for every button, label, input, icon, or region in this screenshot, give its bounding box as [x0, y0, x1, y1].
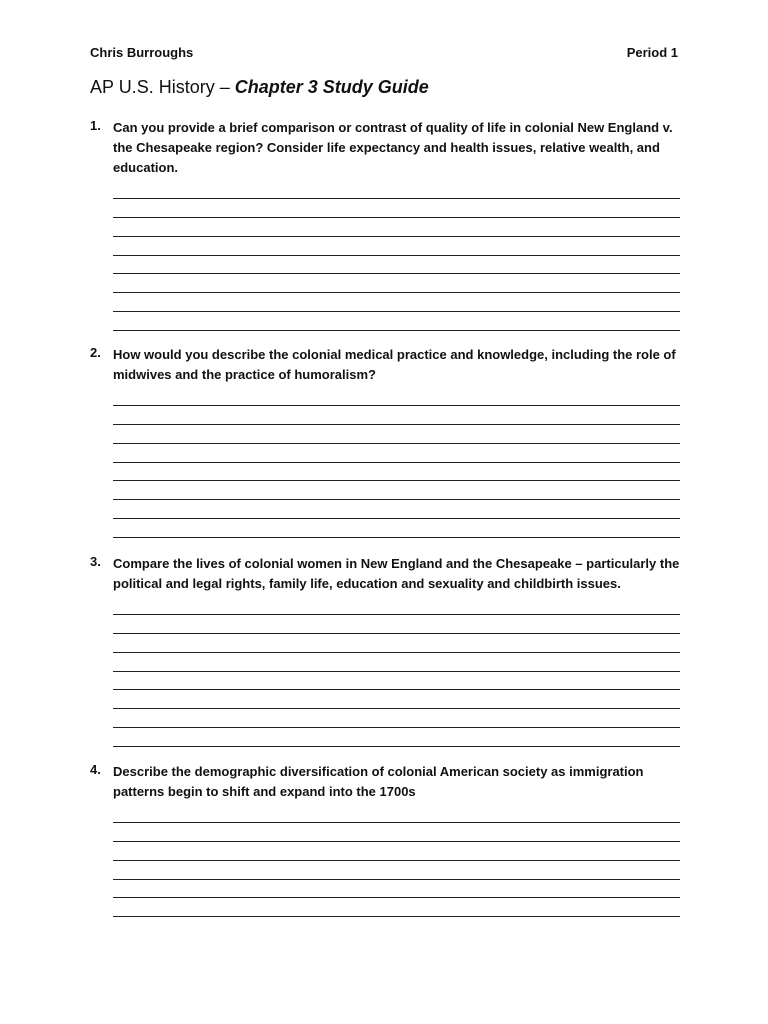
answer-line[interactable]	[113, 256, 680, 275]
answer-line[interactable]	[113, 237, 680, 256]
answer-line[interactable]	[113, 898, 680, 917]
answer-line[interactable]	[113, 804, 680, 823]
answer-lines[interactable]	[113, 804, 680, 917]
answer-line[interactable]	[113, 406, 680, 425]
question-text: Compare the lives of colonial women in New England and the Chesapeake – particularly the political and legal rights, family life, education and sexuality and childbirth issues.	[113, 556, 680, 591]
answer-line[interactable]	[113, 615, 680, 634]
answer-line[interactable]	[113, 861, 680, 880]
question-text: Can you provide a brief comparison or contrast of quality of life in colonial New England v. the Chesapeake region? Consider life expectancy and health issues, relative wealth, and education.	[113, 120, 673, 175]
answer-line[interactable]	[113, 444, 680, 463]
answer-line[interactable]	[113, 387, 680, 406]
answer-line[interactable]	[113, 519, 680, 538]
answer-line[interactable]	[113, 634, 680, 653]
answer-line[interactable]	[113, 218, 680, 237]
answer-line[interactable]	[113, 728, 680, 747]
question-number: 4.	[90, 762, 101, 777]
answer-line[interactable]	[113, 500, 680, 519]
question-number: 1.	[90, 118, 101, 133]
question-text: How would you describe the colonial medical practice and knowledge, including the role of midwives and the practice of humoralism?	[113, 347, 676, 382]
answer-line[interactable]	[113, 312, 680, 331]
page-title	[90, 77, 429, 98]
answer-line[interactable]	[113, 274, 680, 293]
answer-line[interactable]	[113, 425, 680, 444]
answer-line[interactable]	[113, 653, 680, 672]
answer-line[interactable]	[113, 823, 680, 842]
title-chapter: Chapter 3 Study Guide	[234, 77, 429, 97]
answer-line[interactable]	[113, 199, 680, 218]
answer-lines[interactable]	[113, 596, 680, 747]
title-prefix: AP U.S. History –	[90, 77, 235, 97]
answer-line[interactable]	[113, 293, 680, 312]
answer-line[interactable]	[113, 880, 680, 899]
answer-line[interactable]	[113, 672, 680, 691]
question-2	[90, 345, 680, 538]
answer-lines[interactable]	[113, 387, 680, 538]
answer-line[interactable]	[113, 842, 680, 861]
question-number: 3.	[90, 554, 101, 569]
answer-line[interactable]	[113, 463, 680, 482]
question-text: Describe the demographic diversification of colonial American society as immigration patterns begin to shift and expand into the 1700s	[113, 764, 644, 799]
question-3	[90, 554, 680, 747]
student-name: Chris Burroughs	[90, 45, 194, 60]
answer-line[interactable]	[113, 690, 680, 709]
question-number: 2.	[90, 345, 101, 360]
answer-line[interactable]	[113, 481, 680, 500]
answer-line[interactable]	[113, 596, 680, 615]
question-4	[90, 762, 680, 917]
question-1	[90, 118, 680, 331]
class-period: Period 1	[626, 45, 678, 60]
page-header	[90, 45, 678, 65]
answer-line[interactable]	[113, 180, 680, 199]
answer-line[interactable]	[113, 709, 680, 728]
answer-lines[interactable]	[113, 180, 680, 331]
